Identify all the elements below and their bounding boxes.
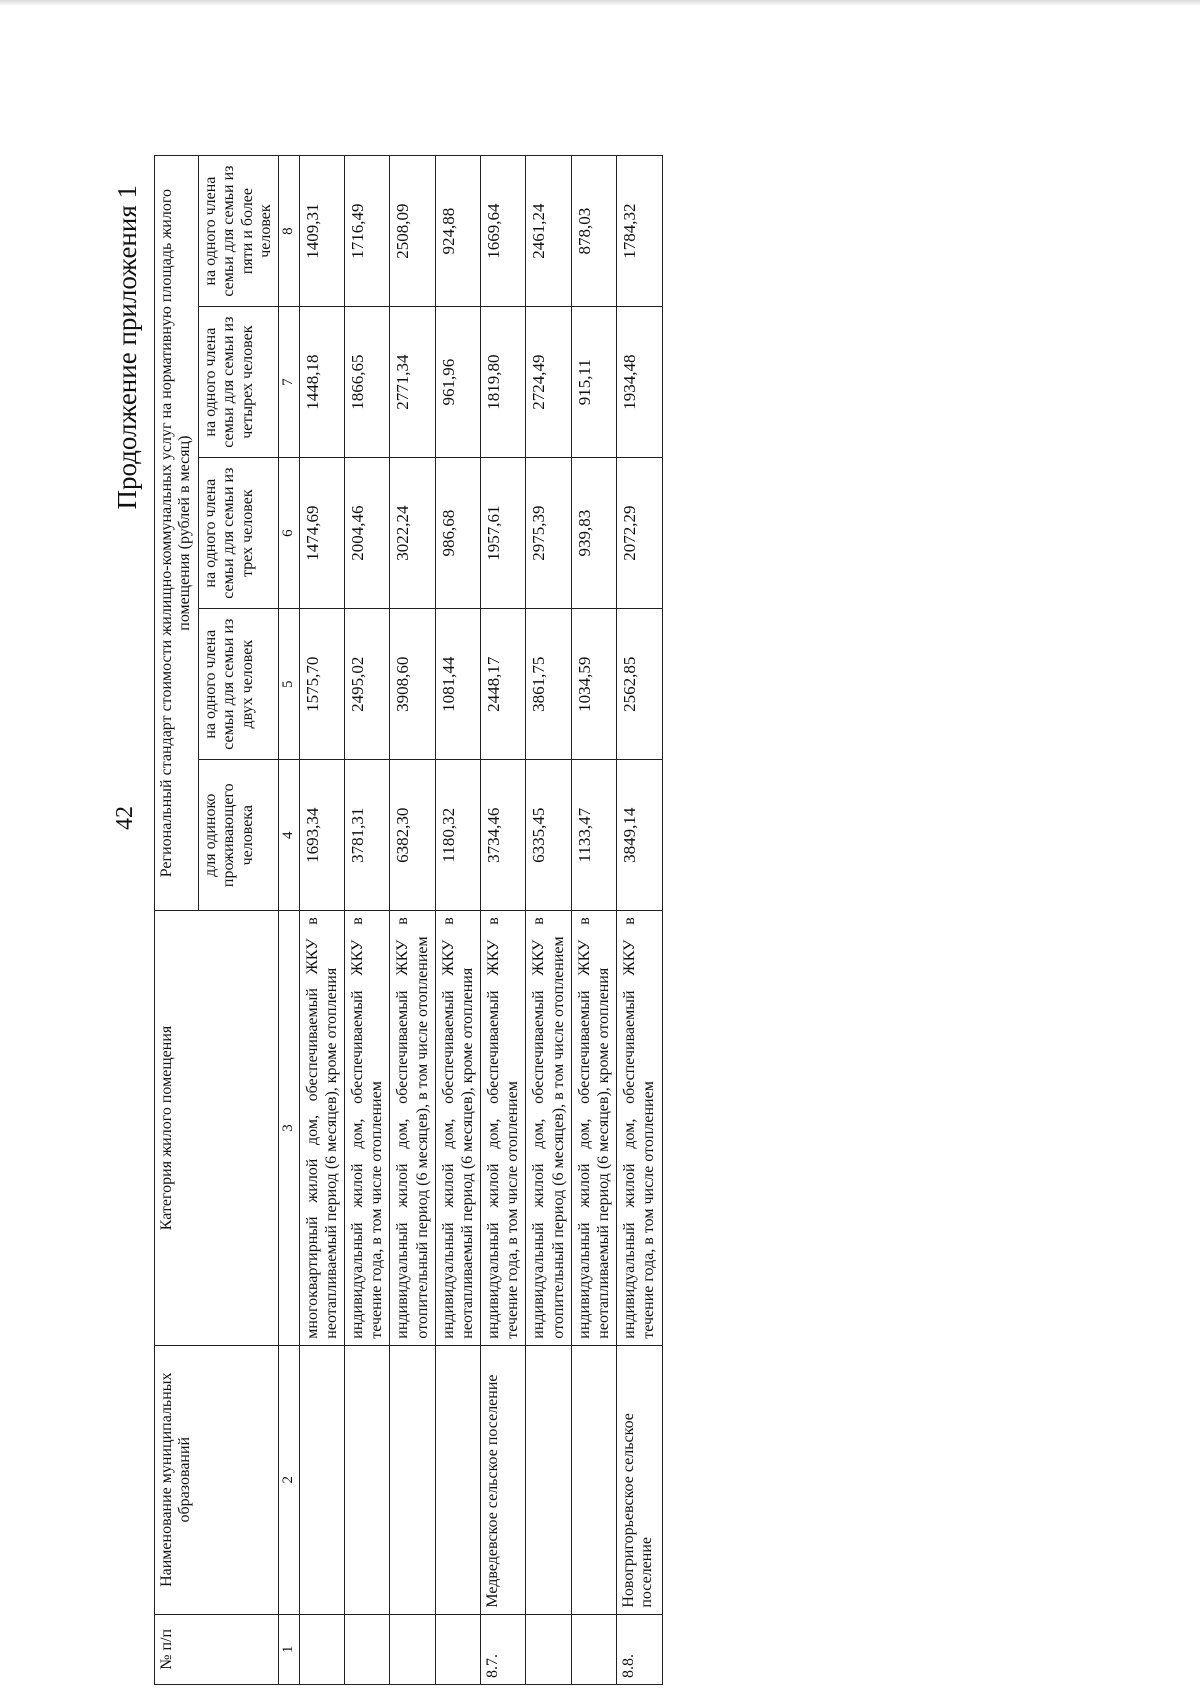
scan-edge bbox=[0, 0, 1200, 6]
column-number: 1 bbox=[279, 1614, 299, 1684]
row-value: 1693,34 bbox=[299, 760, 344, 911]
row-value: 1409,31 bbox=[299, 156, 344, 307]
row-municipality: Медведевское сельское поселение bbox=[481, 1345, 526, 1614]
row-value: 915,11 bbox=[571, 307, 616, 458]
row-municipality bbox=[435, 1345, 480, 1614]
row-value: 1957,61 bbox=[481, 458, 526, 609]
row-value: 3022,24 bbox=[390, 458, 435, 609]
row-index bbox=[299, 1614, 344, 1684]
row-index: 8.7. bbox=[481, 1614, 526, 1684]
row-municipality bbox=[299, 1345, 344, 1614]
row-value: 2562,85 bbox=[617, 609, 662, 760]
row-value: 1716,49 bbox=[344, 156, 389, 307]
row-value: 3861,75 bbox=[526, 609, 571, 760]
row-category: индивидуальный жилой дом, обеспечиваемый ЖКУ в течение года, в том числе отоплением bbox=[617, 911, 662, 1345]
row-municipality bbox=[526, 1345, 571, 1614]
header-sub-three: на одного члена семьи для семьи из трех человек bbox=[198, 458, 279, 609]
table-row bbox=[390, 156, 435, 1685]
row-value: 1866,65 bbox=[344, 307, 389, 458]
row-value: 3781,31 bbox=[344, 760, 389, 911]
row-value: 1133,47 bbox=[571, 760, 616, 911]
table-row bbox=[299, 156, 344, 1685]
row-value: 2461,24 bbox=[526, 156, 571, 307]
row-value: 878,03 bbox=[571, 156, 616, 307]
row-category: индивидуальный жилой дом, обеспечиваемый ЖКУ в течение года, в том числе отоплением bbox=[481, 911, 526, 1345]
row-municipality bbox=[344, 1345, 389, 1614]
row-value: 1448,18 bbox=[299, 307, 344, 458]
row-index bbox=[390, 1614, 435, 1684]
row-value: 1575,70 bbox=[299, 609, 344, 760]
header-sub-single: для одиноко проживающего человека bbox=[198, 760, 279, 911]
header-sub-five: на одного члена семьи для семьи из пяти и более человек bbox=[198, 156, 279, 307]
row-value: 3734,46 bbox=[481, 760, 526, 911]
row-category: индивидуальный жилой дом, обеспечиваемый ЖКУ в отопительный период (6 месяцев), в том числе отоплением bbox=[390, 911, 435, 1345]
row-value: 1784,32 bbox=[617, 156, 662, 307]
column-number: 4 bbox=[279, 760, 299, 911]
row-category: индивидуальный жилой дом, обеспечиваемый ЖКУ в неотапливаемый период (6 месяцев), кроме отопления bbox=[435, 911, 480, 1345]
row-index: 8.8. bbox=[617, 1614, 662, 1684]
column-number: 5 bbox=[279, 609, 299, 760]
row-municipality: Новогригорьевское сельское поселение bbox=[617, 1345, 662, 1614]
row-value: 3908,60 bbox=[390, 609, 435, 760]
header-sub-four: на одного члена семьи для семьи из четырех человек bbox=[198, 307, 279, 458]
table-row bbox=[435, 156, 480, 1685]
row-category: многоквартирный жилой дом, обеспечиваемый ЖКУ в неотапливаемый период (6 месяцев), кроме отопления bbox=[299, 911, 344, 1345]
row-index bbox=[435, 1614, 480, 1684]
row-value: 6335,45 bbox=[526, 760, 571, 911]
continuation-heading: Продолжение приложения 1 bbox=[112, 185, 142, 510]
table-row bbox=[481, 156, 526, 1685]
row-value: 2771,34 bbox=[390, 307, 435, 458]
row-index bbox=[344, 1614, 389, 1684]
row-value: 924,88 bbox=[435, 156, 480, 307]
row-municipality bbox=[571, 1345, 616, 1614]
row-value: 2004,46 bbox=[344, 458, 389, 609]
row-value: 1034,59 bbox=[571, 609, 616, 760]
row-value: 6382,30 bbox=[390, 760, 435, 911]
row-municipality bbox=[390, 1345, 435, 1614]
row-value: 1474,69 bbox=[299, 458, 344, 609]
header-standard-group: Региональный стандарт стоимости жилищно-коммунальных услуг на нормативную площадь жилого помещения (рублей в месяц) bbox=[155, 156, 199, 911]
header-row-1 bbox=[155, 156, 199, 1685]
row-category: индивидуальный жилой дом, обеспечиваемый ЖКУ в течение года, в том числе отоплением bbox=[344, 911, 389, 1345]
page-number: 42 bbox=[112, 806, 138, 830]
column-number: 3 bbox=[279, 911, 299, 1345]
row-index bbox=[526, 1614, 571, 1684]
column-number: 2 bbox=[279, 1345, 299, 1614]
row-value: 986,68 bbox=[435, 458, 480, 609]
row-value: 1934,48 bbox=[617, 307, 662, 458]
header-municipality: Наименование муниципальных образований bbox=[155, 1345, 279, 1614]
row-value: 3849,14 bbox=[617, 760, 662, 911]
row-value: 1081,44 bbox=[435, 609, 480, 760]
row-value: 2975,39 bbox=[526, 458, 571, 609]
table-row bbox=[344, 156, 389, 1685]
header-sub-two: на одного члена семьи для семьи из двух человек bbox=[198, 609, 279, 760]
row-value: 961,96 bbox=[435, 307, 480, 458]
column-number: 8 bbox=[279, 156, 299, 307]
column-number: 7 bbox=[279, 307, 299, 458]
table-row bbox=[571, 156, 616, 1685]
row-value: 2495,02 bbox=[344, 609, 389, 760]
column-numbers-row bbox=[279, 156, 299, 1685]
row-value: 1669,64 bbox=[481, 156, 526, 307]
row-category: индивидуальный жилой дом, обеспечиваемый ЖКУ в неотапливаемый период (6 месяцев), кроме отопления bbox=[571, 911, 616, 1345]
table-body bbox=[299, 156, 662, 1685]
row-value: 2072,29 bbox=[617, 458, 662, 609]
row-index bbox=[571, 1614, 616, 1684]
row-category: индивидуальный жилой дом, обеспечиваемый ЖКУ в отопительный период (6 месяцев), в том числе отоплением bbox=[526, 911, 571, 1345]
table-row bbox=[617, 156, 662, 1685]
row-value: 1819,80 bbox=[481, 307, 526, 458]
standards-table bbox=[154, 155, 663, 1685]
row-value: 2508,09 bbox=[390, 156, 435, 307]
header-number: № п/п bbox=[155, 1614, 279, 1684]
row-value: 1180,32 bbox=[435, 760, 480, 911]
row-value: 939,83 bbox=[571, 458, 616, 609]
header-category: Категория жилого помещения bbox=[155, 911, 279, 1345]
column-number: 6 bbox=[279, 458, 299, 609]
row-value: 2724,49 bbox=[526, 307, 571, 458]
row-value: 2448,17 bbox=[481, 609, 526, 760]
table-row bbox=[526, 156, 571, 1685]
rotated-page-content bbox=[110, 125, 1190, 1705]
